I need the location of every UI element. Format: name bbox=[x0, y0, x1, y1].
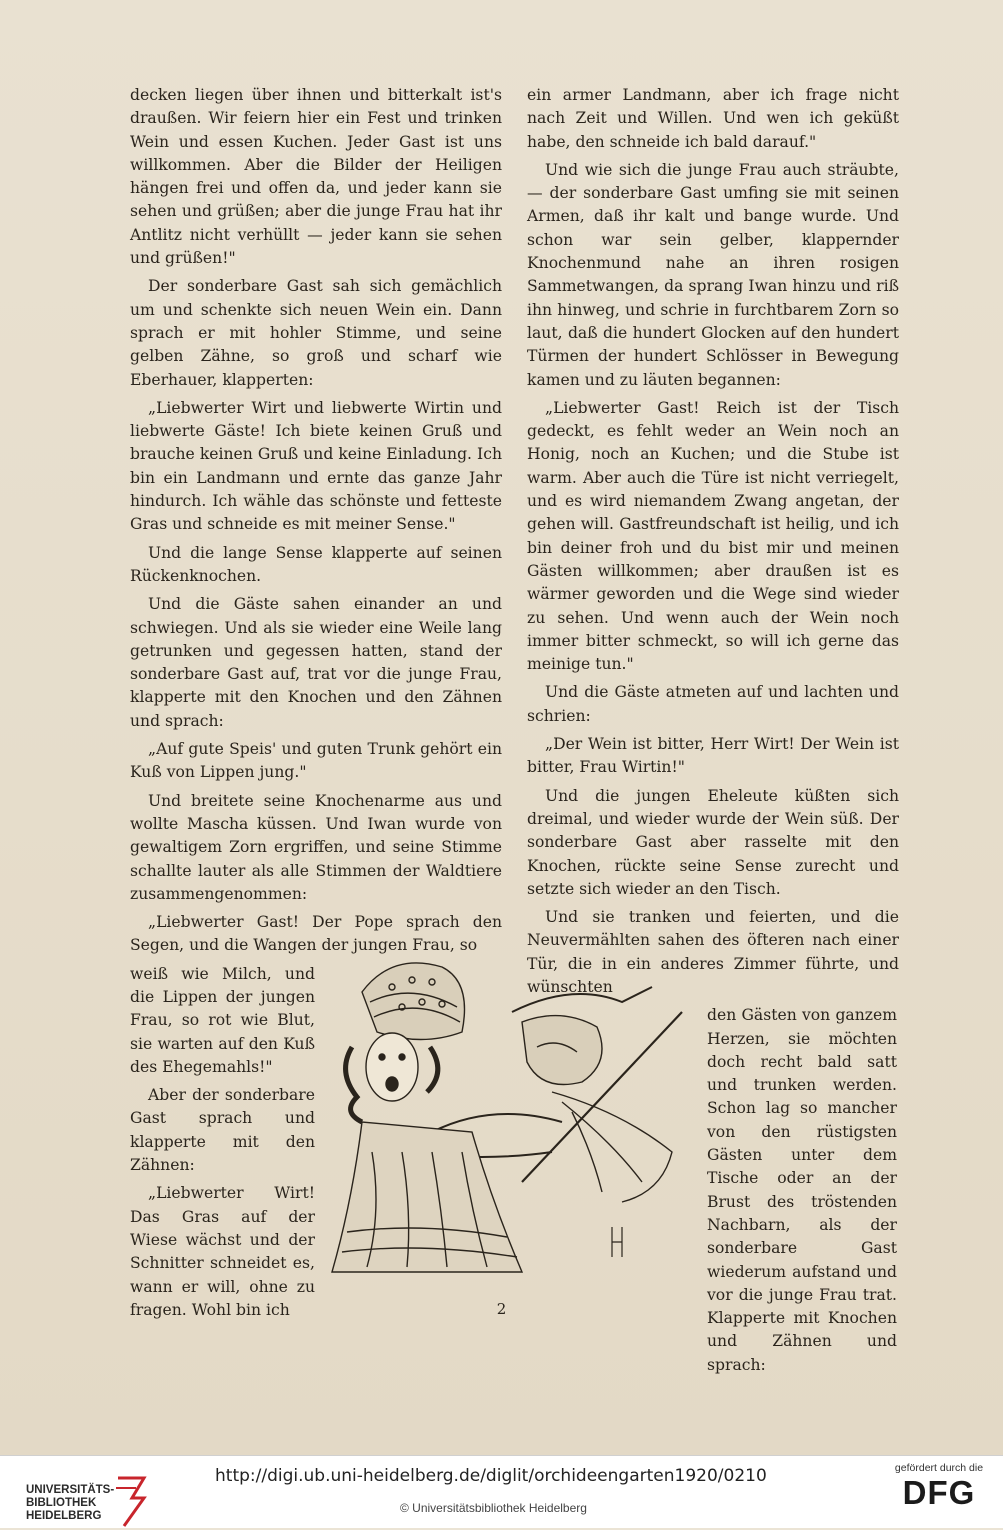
paragraph: Und die Gäste atmeten auf und lachten und schrien: bbox=[527, 683, 899, 725]
paragraph: ein armer Landmann, aber ich frage nicht nach Zeit und Willen. Und wen ich geküßt habe, den schneide ich bald darauf." bbox=[527, 86, 899, 151]
paragraph: „Liebwerter Gast! Reich ist der Tisch gedeckt, es fehlt weder an Wein noch an Honig, noch an Kuchen; und die Stube ist warm. Aber auch die Türe ist nicht verriegelt, und es wird niemandem Zwang angetan, der gehen will. Gastfreundschaft ist heilig, und ich bin deiner froh und du bist mir und meinen Gästen willkommen; aber draußen ist es wärmer geworden und die Wege sind wieder zu sehen. Und wenn auch der Wein noch immer bitter schmeckt, so will ich gerne das meinige tun." bbox=[527, 398, 899, 674]
funder-note: gefördert durch die bbox=[894, 1462, 984, 1474]
paragraph: Und wie sich die junge Frau auch sträubte, — der sonderbare Gast umfing sie mit seinen Armen, daß ihr kalt und bange wurde. Und schon war sein gelber, klappernder Knochenmund nahe an ihren rosigen Sammetwangen, da sprang Iwan hinzu und riß ihn hinweg, und schrie in furchtbarem Zorn so laut, daß die hundert Glocken auf den hundert Türmen der hundert Schlösser in Bewegung kamen und zu läuten begannen: bbox=[527, 160, 899, 389]
paragraph: weiß wie Milch, und die Lippen der jungen Frau, so rot wie Blut, sie warten auf den Kuß des Ehegemahls!" bbox=[130, 964, 315, 1076]
paragraph: „Der Wein ist bitter, Herr Wirt! Der Wein ist bitter, Frau Wirtin!" bbox=[527, 735, 899, 777]
text-beside-illustration-left bbox=[130, 963, 315, 1322]
paragraph: Und die lange Sense klapperte auf seinen Rückenknochen. bbox=[130, 543, 502, 585]
paragraph: Und die Gäste sahen einander an und schwiegen. Und als sie wieder eine Weile lang getrunken und gegessen hatten, stand der sonderbare Gast auf, trat vor die junge Frau, klapperte mit den Knochen und den Zähnen und sprach: bbox=[130, 595, 502, 730]
dfg-logo-text: DFG bbox=[902, 1474, 976, 1511]
permalink-url[interactable]: http://digi.ub.uni-heidelberg.de/diglit/orchideengarten1920/0210 bbox=[215, 1466, 767, 1486]
paragraph: „Liebwerter Wirt! Das Gras auf der Wiese wächst und der Schnitter schneidet es, wann er will, ohne zu fragen. Wohl bin ich bbox=[130, 1184, 315, 1319]
paragraph: „Liebwerter Gast! Der Pope sprach den Segen, und die Wangen der jungen Frau, so bbox=[130, 913, 502, 955]
library-logo[interactable] bbox=[12, 1466, 162, 1522]
paragraph: den Gästen von ganzem Herzen, sie möchten doch recht bald satt und trunken werden. Schon lag so mancher von den rüstigsten Gästen unter dem Tische oder an der Brust des tröstenden Nachbarn, als der sonderbare Gast wiederum aufstand und vor die junge Frau trat. Klapperte mit Knochen und Zähnen und sprach: bbox=[707, 1006, 897, 1374]
paragraph: Aber der sonderbare Gast sprach und klapperte mit den Zähnen: bbox=[130, 1086, 315, 1175]
dfg-logo[interactable] bbox=[889, 1462, 989, 1522]
paragraph: „Auf gute Speis' und guten Trunk gehört ein Kuß von Lippen jung." bbox=[130, 740, 502, 782]
illustration-woodcut bbox=[322, 952, 700, 1288]
paragraph: decken liegen über ihnen und bitterkalt ist's draußen. Wir feiern hier ein Fest und trinken Wein und essen Kuchen. Jeder Gast ist uns willkommen. Aber die Bilder der Heiligen hängen frei und offen da, und jeder kann sie sehen und grüßen; aber die junge Frau hat ihr Antlitz nicht verhüllt — jeder kann sie sehen und grüßen!" bbox=[130, 86, 502, 268]
page-number: 2 bbox=[496, 1300, 507, 1318]
library-name: UNIVERSITÄTS- BIBLIOTHEK HEIDELBERG bbox=[26, 1484, 115, 1522]
copyright-notice: © Universitätsbibliothek Heidelberg bbox=[400, 1501, 587, 1515]
library-mark-icon bbox=[114, 1474, 150, 1530]
paragraph: Und die jungen Eheleute küßten sich dreimal, und wieder wurde der Wein süß. Der sonderbare Gast aber rasselte mit den Knochen, rückte seine Sense zurecht und setzte sich wieder an den Tisch. bbox=[527, 786, 899, 898]
paragraph: Der sonderbare Gast sah sich gemächlich um und schenkte sich neuen Wein ein. Dann sprach er mit hohler Stimme, und seine gelben Zähne, so groß und scharf wie Eberhauer, klapperten: bbox=[130, 277, 502, 389]
paragraph: „Liebwerter Wirt und liebwerte Wirtin und liebwerte Gäste! Ich biete keinen Gruß und brauche keinen Gruß und keine Einladung. Ich bin ein Landmann und ernte das ganze Jahr hindurch. Ich wähle das schönste und fetteste Gras und schneide es mit meiner Sense." bbox=[130, 398, 502, 534]
viewer-footer bbox=[0, 1455, 1003, 1528]
paragraph: Und breitete seine Knochenarme aus und wollte Mascha küssen. Und Iwan wurde von gewaltigem Zorn ergriffen, und seine Stimme schallte lauter als alle Stimmen der Waldtiere zusammengenommen: bbox=[130, 791, 502, 903]
paragraph: Und sie tranken und feierten, und die Neuvermählten sahen des öfteren nach einer Tür, die in ein anderes Zimmer führte, und wünschten bbox=[527, 908, 899, 996]
text-beside-illustration-right bbox=[707, 1004, 897, 1377]
